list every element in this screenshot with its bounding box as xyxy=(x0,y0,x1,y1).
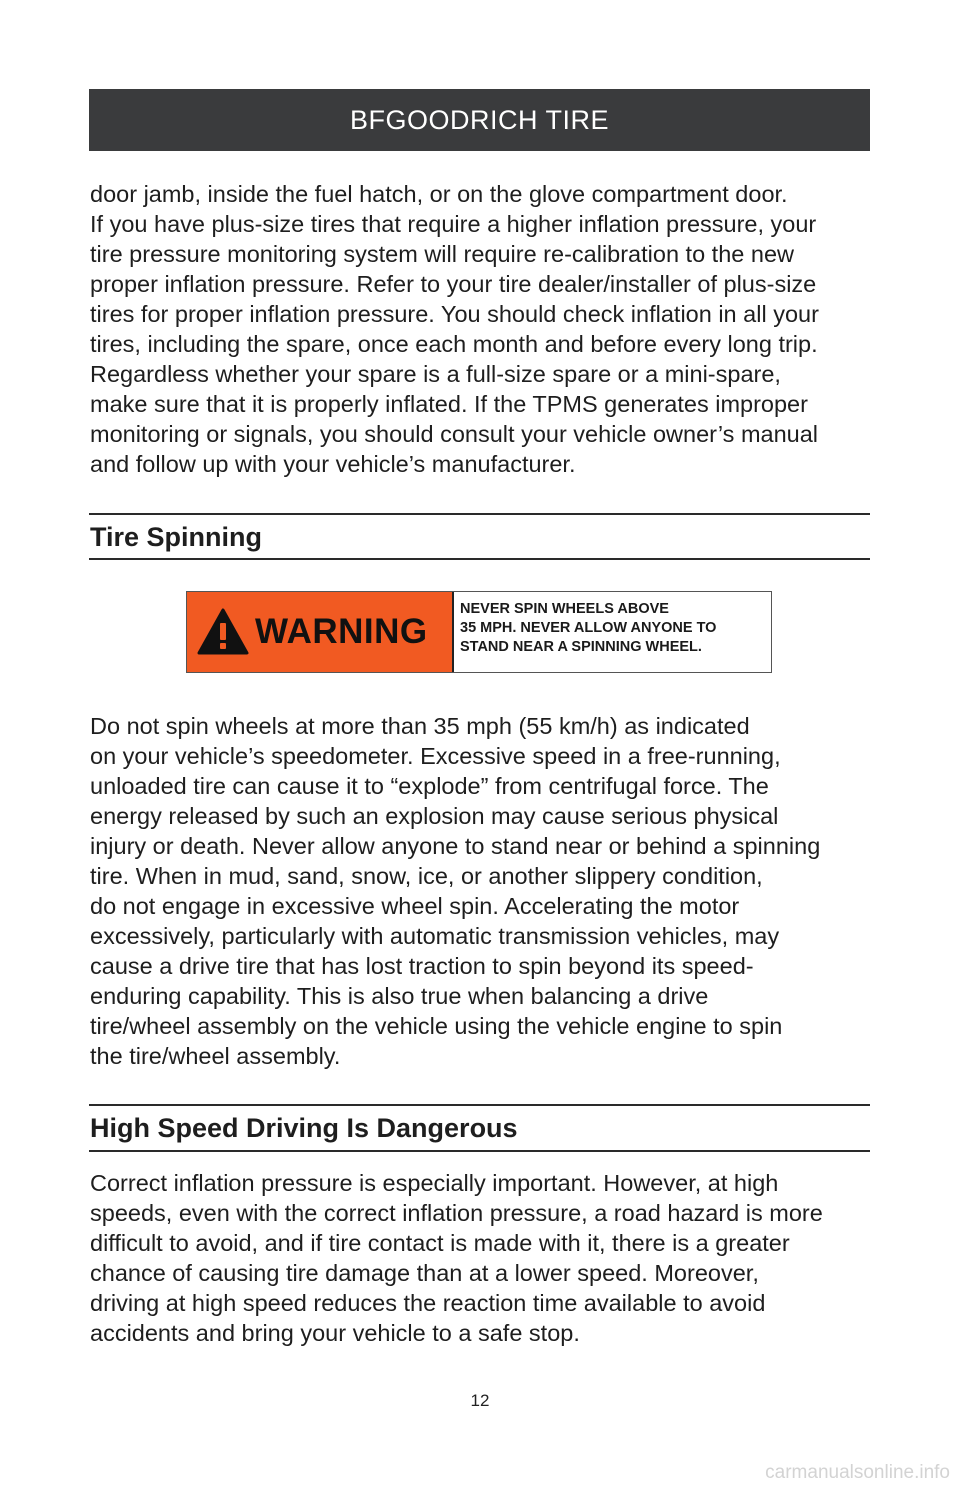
text-line: injury or death. Never allow anyone to stand near or behind a spinning xyxy=(90,833,821,859)
text-line: chance of causing tire damage than at a lower speed. Moreover, xyxy=(90,1260,759,1286)
warning-message xyxy=(454,592,771,672)
text-line: proper inflation pressure. Refer to your tire dealer/installer of plus-size xyxy=(90,271,817,297)
section-heading-tire-spinning: Tire Spinning xyxy=(90,522,263,552)
text-line: difficult to avoid, and if tire contact is made with it, there is a greater xyxy=(90,1230,790,1256)
warning-signal-panel xyxy=(187,592,454,672)
section-heading-high-speed: High Speed Driving Is Dangerous xyxy=(90,1113,518,1143)
text-line: and follow up with your vehicle’s manufacturer. xyxy=(90,451,576,477)
text-line: tires, including the spare, once each month and before every long trip. xyxy=(90,331,818,357)
text-line: tire pressure monitoring system will require re-calibration to the new xyxy=(90,241,794,267)
text-line: tire/wheel assembly on the vehicle using the vehicle engine to spin xyxy=(90,1013,783,1039)
text-line: Do not spin wheels at more than 35 mph (55 km/h) as indicated xyxy=(90,713,750,739)
text-line: do not engage in excessive wheel spin. Accelerating the motor xyxy=(90,893,740,919)
section-top-rule xyxy=(89,1104,870,1106)
text-line: If you have plus-size tires that require a higher inflation pressure, your xyxy=(90,211,817,237)
page-header-bar xyxy=(89,89,870,151)
text-line: speeds, even with the correct inflation pressure, a road hazard is more xyxy=(90,1200,823,1226)
text-line: on your vehicle’s speedometer. Excessive speed in a free-running, xyxy=(90,743,781,769)
text-line: driving at high speed reduces the reaction time available to avoid xyxy=(90,1290,766,1316)
text-line: Regardless whether your spare is a full-size spare or a mini-spare, xyxy=(90,361,781,387)
warning-message-line: NEVER SPIN WHEELS ABOVE xyxy=(460,601,669,617)
text-line: the tire/wheel assembly. xyxy=(90,1043,341,1069)
warning-message-line: STAND NEAR A SPINNING WHEEL. xyxy=(460,639,702,655)
page-number: 12 xyxy=(470,1391,490,1410)
text-line: cause a drive tire that has lost traction to spin beyond its speed- xyxy=(90,953,754,979)
text-line: accidents and bring your vehicle to a safe stop. xyxy=(90,1320,580,1346)
tire-spinning-paragraph xyxy=(90,711,880,1071)
text-line: tires for proper inflation pressure. You should check inflation in all your xyxy=(90,301,819,327)
warning-triangle-icon xyxy=(197,608,249,656)
section-top-rule xyxy=(89,513,870,515)
high-speed-paragraph xyxy=(90,1168,880,1348)
text-line: tire. When in mud, sand, snow, ice, or another slippery condition, xyxy=(90,863,763,889)
text-line: enduring capability. This is also true when balancing a drive xyxy=(90,983,709,1009)
text-line: monitoring or signals, you should consult your vehicle owner’s manual xyxy=(90,421,819,447)
text-line: make sure that it is properly inflated. If the TPMS generates improper xyxy=(90,391,808,417)
watermark: carmanualsonline.info xyxy=(765,1462,950,1483)
text-line: unloaded tire can cause it to “explode” from centrifugal force. The xyxy=(90,773,769,799)
warning-label xyxy=(186,591,772,673)
intro-paragraph xyxy=(90,179,880,479)
text-line: excessively, particularly with automatic transmission vehicles, may xyxy=(90,923,780,949)
warning-message-line: 35 MPH. NEVER ALLOW ANYONE TO xyxy=(460,620,717,636)
warning-signal-word: WARNING xyxy=(255,612,428,651)
section-bottom-rule xyxy=(89,1150,870,1152)
section-bottom-rule xyxy=(89,558,870,560)
text-line: Correct inflation pressure is especially important. However, at high xyxy=(90,1170,779,1196)
page-header-title: BFGOODRICH TIRE xyxy=(349,104,610,135)
text-line: energy released by such an explosion may cause serious physical xyxy=(90,803,779,829)
text-line: door jamb, inside the fuel hatch, or on the glove compartment door. xyxy=(90,181,788,207)
